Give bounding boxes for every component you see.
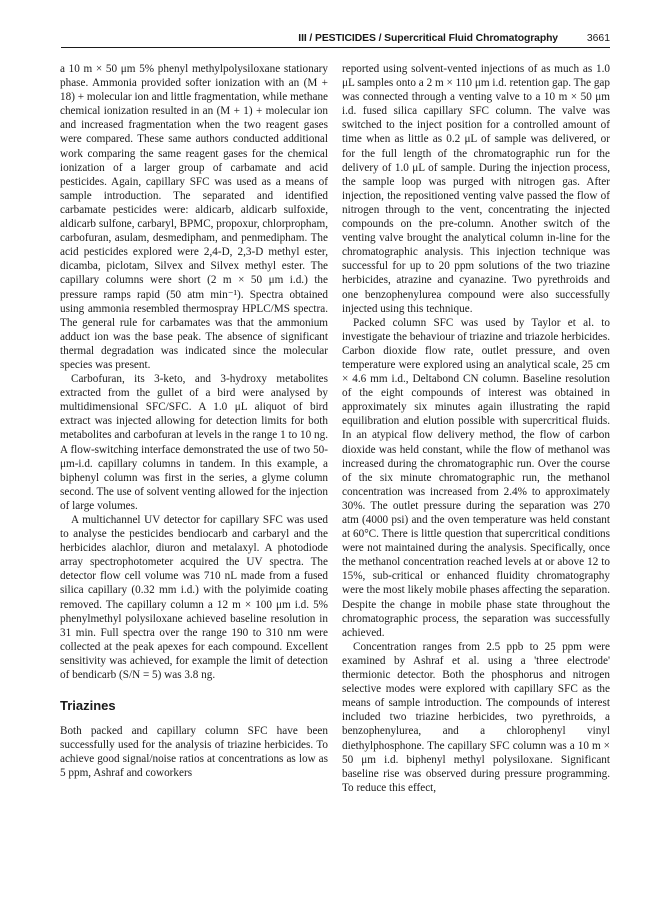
paragraph: Packed column SFC was used by Taylor et al. to investigate the behaviour of triazine and triazole herbicides. Carbon dioxide flow rate, outlet pressure, and oven temperature were explored using an analytical scale, 25 cm × 4.6 mm i.d., Deltabond CN column. Baseline resolution of the eight compounds of interest was obtained in approximately six minutes again illustrating the rapid equilibration and elution possible with supercritical fluids. In an atypical flow delivery method, the flow of carbon dioxide was held constant, while the flow of methanol was increased during the chromatographic run. Over the course of the six minute chromatographic run, the methanol concentration was increased from 2.4% to approximately 30%. The outlet pressure during the separation was 270 atm (4000 psi) and the oven temperature was held constant at 60°C. There is little question that supercritical conditions were not maintained during the analysis. Specifically, once the methanol concentration reached levels at or above 12 to 15%, sub-critical or enhanced fluidity chromatography were the most likely mobile phases affecting the separation. Despite the change in mobile phase state throughout the chromatographic process, the separation was successfully achieved. — [342, 316, 610, 639]
right-column — [342, 62, 610, 795]
paragraph: reported using solvent-vented injections of as much as 1.0 μL samples onto a 2 m × 110 μm i.d. retention gap. The gap was connected through a venting valve to a 10 m × 50 μm i.d. fused silica capillary SFC column. The valve was switched to the inject position for a controlled amount of time when as little as 0.2 μL of sample was delivered, or for the full length of the chromatographic run for the delivery of 1.0 μL of sample. During the injection process, the sample loop was purged with nitrogen gas. After injection, the repositioned venting valve passed the flow of nitrogen through to the vent, concentrating the injected compounds on the pre-column. Another switch of the venting valve brought the analytical column in-line for the chromatographic analysis. This injection technique was successful for up to 20 ppm solutions of the two triazine herbicides, atrazine and cyanazine. Two pyrethroids and one benzophenylurea compound were also successfully injected using this technique. — [342, 63, 610, 315]
running-header — [61, 33, 610, 47]
paragraph: Both packed and capillary column SFC have been successfully used for the analysis of triazine herbicides. To achieve good signal/noise ratios at concentrations as low as 5 ppm, Ashraf and coworkers — [60, 725, 328, 780]
header-rule — [61, 47, 610, 48]
page-number: 3661 — [586, 33, 610, 44]
left-column — [60, 62, 328, 781]
paragraph: Carbofuran, its 3-keto, and 3-hydroxy metabolites extracted from the gullet of a bird were analysed by multidimensional SFC/SFC. A 1.0 μL aliquot of bird extract was injected allowing for detection limits for both metabolites and carbofuran at levels in the range 1 to 10 ng. A flow-switching interface demonstrated the use of two 50-μm-i.d. capillary columns in tandem. In this example, a biphenyl column was first in the series, a glyme column second. The use of solvent venting allowed for the injection of large volumes. — [60, 373, 328, 512]
header-title: III / PESTICIDES / Supercritical Fluid Chromatography — [298, 33, 558, 44]
paragraph: a 10 m × 50 μm 5% phenyl methylpolysiloxane stationary phase. Ammonia provided softer ionization with an (M + 18) + molecular ion and little fragmentation, while methane chemical ionization resulted in an (M + 1) + molecular ion and increased fragmentation when the two reagent gases were compared. These same authors conducted additional work comparing the same reagent gases for the chemical ionization of a larger group of carbamate and acid pesticides. Again, capillary SFC was used as a means of sample introduction. The separated and identified carbamate pesticides were: aldicarb, aldicarb sulfoxide, aldicarb sulfone, carbaryl, BPMC, propoxur, chlorpropham, carbofuran, asulam, desmedipham, and penmedipham. The acid pesticides explored were 2,4-D, 2,3-D methyl ester, dicamba, piclotam, Silvex and Silvex methyl ester. The capillary columns were short (2 m × 50 μm i.d.) the pressure ramps rapid (50 atm min⁻¹). Spectra obtained using ammonia resembled thermospray HPLC/MS spectra. The general rule for carbamates was that the ammonium adduct ion was the base peak. The absence of significant thermal degradation was indicated since the molecular species was present. — [60, 63, 328, 371]
paragraph: Concentration ranges from 2.5 ppb to 25 ppm were examined by Ashraf et al. using a 'three electrode' thermionic detector. Both the phosphorus and nitrogen selective modes were explored with capillary SFC as the means of sample introduction. The compounds of interest included two triazine herbicides, two pyrethroids, a benzophenylurea, and a chlorophenyl vinyl diethylphosphone. The capillary SFC column was a 10 m × 50 μm i.d. biphenyl methyl polysiloxane. Significant baseline rise was observed during pressure programming. To reduce this effect, — [342, 640, 610, 794]
section-heading-triazines: Triazines — [60, 698, 116, 714]
paragraph: A multichannel UV detector for capillary SFC was used to analyse the pesticides bendiocarb and carbaryl and the herbicides alachlor, diuron and metalaxyl. A photodiode array spectrophotometer acquired the UV spectra. The detector flow cell volume was 710 nL made from a fused silica capillary (0.32 mm i.d.) with the polyimide coating removed. The capillary column a 12 m × 100 μm i.d. 5% phenylmethyl polysiloxane achieved baseline resolution in 31 min. Full spectra over the range 190 to 310 nm were collected at the peak apexes for each compound. Excellent sensitivity was achieved, for example the limit of detection of bendicarb (S/N = 5) was 3.8 ng. — [60, 514, 328, 682]
